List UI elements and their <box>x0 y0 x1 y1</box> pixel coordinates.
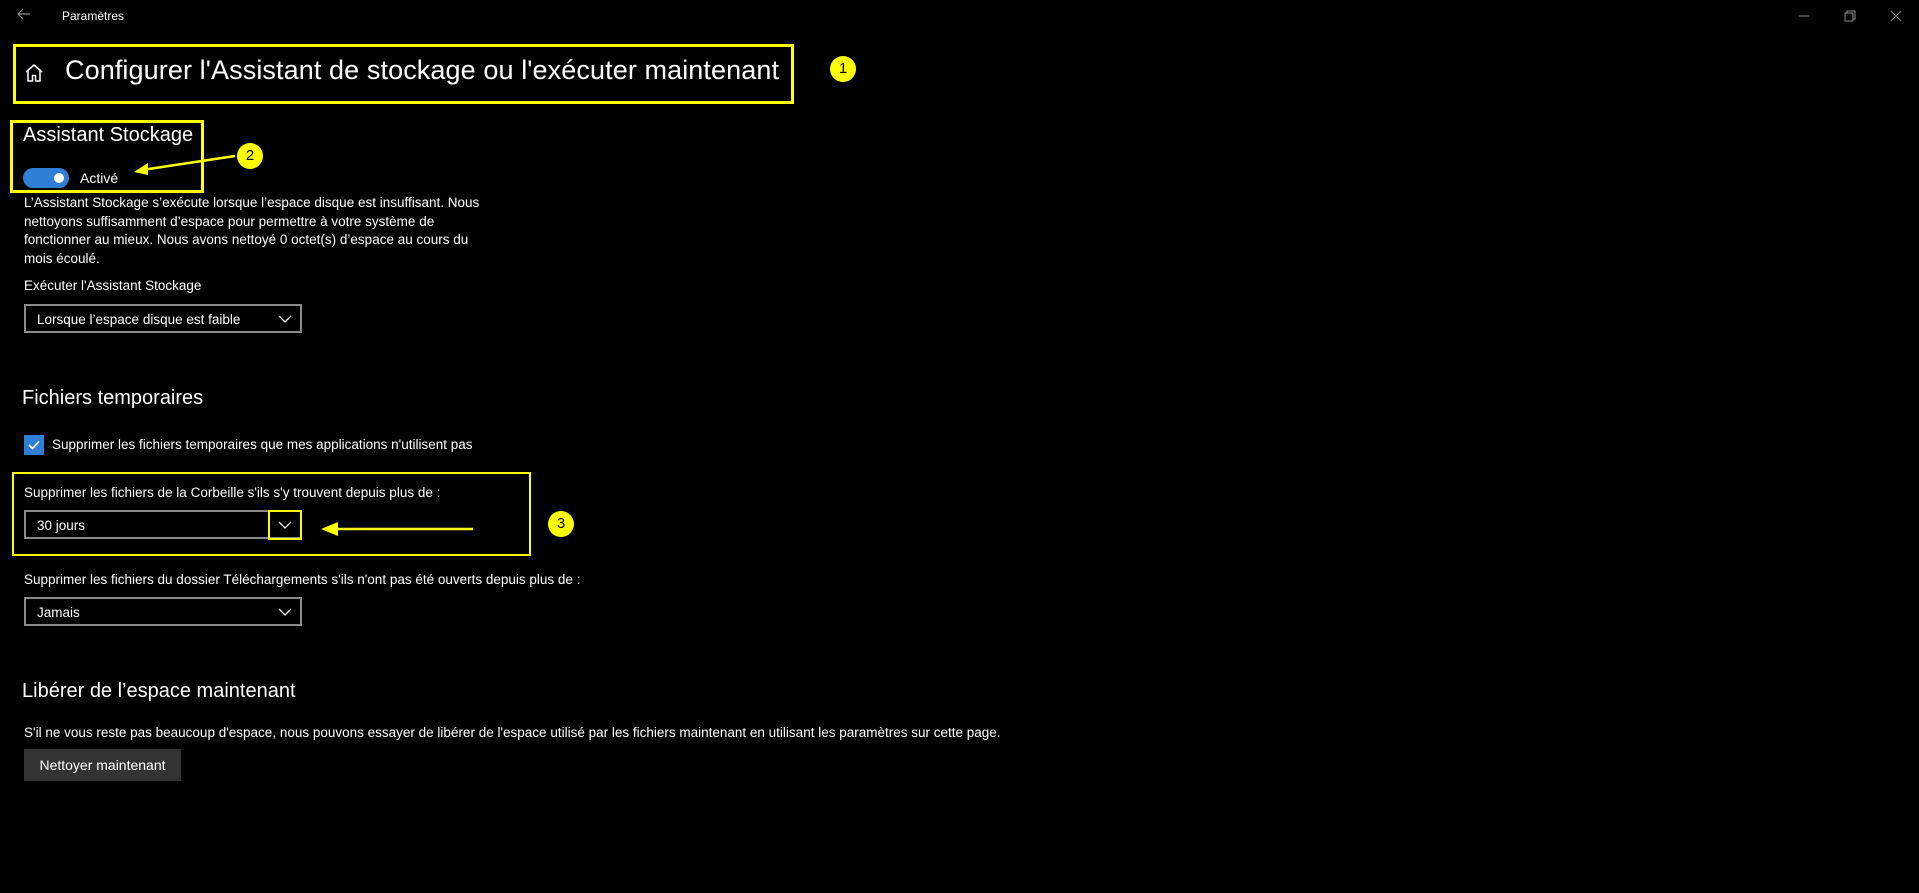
run-frequency-value: Lorsque l’espace disque est faible <box>37 312 241 327</box>
chevron-down-icon <box>278 607 292 617</box>
toggle-knob <box>54 173 64 183</box>
callout-1: 1 <box>830 56 856 82</box>
storage-sense-title: Assistant Stockage <box>23 124 194 146</box>
title-bar <box>0 0 1919 32</box>
free-space-title: Libérer de l’espace maintenant <box>22 680 296 702</box>
delete-temp-files-checkbox[interactable] <box>24 435 44 455</box>
back-arrow-icon[interactable] <box>10 4 38 28</box>
app-title: Paramètres <box>62 9 125 23</box>
annotation-arrow-3 <box>318 519 478 539</box>
home-icon[interactable] <box>23 62 45 84</box>
callout-3: 3 <box>548 511 574 537</box>
recycle-bin-dropdown[interactable] <box>24 510 302 539</box>
page-title: Configurer l'Assistant de stockage ou l'exécuter maintenant <box>65 55 780 85</box>
recycle-bin-label: Supprimer les fichiers de la Corbeille s'ils s'y trouvent depuis plus de : <box>24 485 441 500</box>
annotation-arrow-2 <box>130 150 240 180</box>
toggle-label: Activé <box>80 170 119 186</box>
recycle-bin-value: 30 jours <box>37 518 86 533</box>
highlight-box-chevron <box>268 510 302 540</box>
callout-2: 2 <box>237 143 263 169</box>
run-frequency-dropdown[interactable] <box>24 304 302 333</box>
close-icon[interactable] <box>1873 0 1919 32</box>
minimize-icon[interactable] <box>1781 0 1827 32</box>
chevron-down-icon <box>278 314 292 324</box>
delete-temp-files-label: Supprimer les fichiers temporaires que mes applications n'utilisent pas <box>52 437 473 452</box>
downloads-value: Jamais <box>37 605 80 620</box>
run-label: Exécuter l'Assistant Stockage <box>24 278 202 293</box>
restore-icon[interactable] <box>1827 0 1873 32</box>
downloads-label: Supprimer les fichiers du dossier Téléchargements s'ils n'ont pas été ouverts depuis plus de : <box>24 572 581 587</box>
free-space-description: S'il ne vous reste pas beaucoup d'espace, nous pouvons essayer de libérer de l'espace utilisé par les fichiers maintenant en utilisant les paramètres sur cette page. <box>24 725 1001 740</box>
storage-sense-description: L’Assistant Stockage s’exécute lorsque l’espace disque est insuffisant. Nous nettoyons suffisamment d’espace pour permettre à votre système de fonctionner au mieux. Nous avons nettoyé 0 octet(s) d’espace au cours du mois écoulé. <box>24 195 480 266</box>
clean-now-button[interactable]: Nettoyer maintenant <box>24 749 181 781</box>
temp-files-title: Fichiers temporaires <box>22 387 204 409</box>
checkmark-icon <box>27 438 41 452</box>
storage-sense-toggle[interactable] <box>23 168 69 188</box>
downloads-dropdown[interactable] <box>24 597 302 626</box>
